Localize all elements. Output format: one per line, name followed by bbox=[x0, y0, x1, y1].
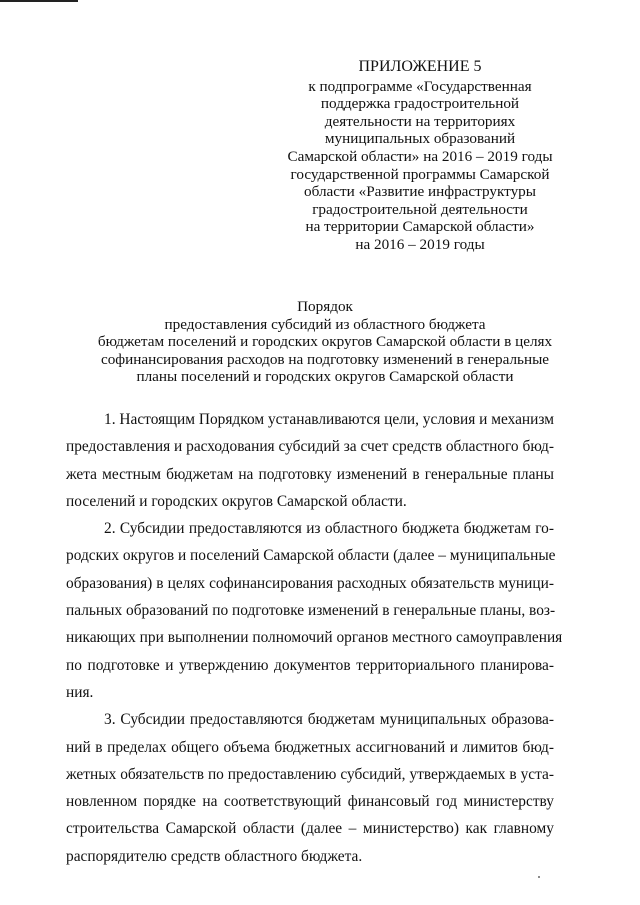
paragraph-line: пальных образований по подготовке изменений в генеральные планы, воз- bbox=[66, 602, 556, 620]
appendix-line: муниципальных образований bbox=[324, 130, 516, 148]
paragraph-line: 1. Настоящим Порядком устанавливаются цели, условия и механизм bbox=[104, 411, 554, 428]
title-line: бюджетам поселений и городских округов Самарской области в целях bbox=[97, 333, 553, 351]
title-line: планы поселений и городских округов Самарской области bbox=[136, 368, 514, 386]
appendix-line: поддержка градостроительной bbox=[320, 95, 520, 113]
appendix-line: к подпрограмме «Государственная bbox=[308, 77, 532, 95]
document-body bbox=[66, 406, 563, 870]
scan-edge-mark bbox=[0, 0, 78, 2]
appendix-line: деятельности на территориях bbox=[324, 112, 516, 130]
appendix-line: государственной программы Самарской bbox=[290, 165, 550, 183]
paragraph-line: поселений и городских округов Самарской области. bbox=[66, 492, 407, 510]
document-title bbox=[40, 298, 610, 386]
paragraph-line: строительства Самарской области (далее – министерство) как главному bbox=[66, 820, 554, 838]
appendix-line: области «Развитие инфраструктуры bbox=[304, 183, 536, 201]
appendix-line: на территории Самарской области» bbox=[305, 218, 535, 236]
paragraph-line: никающих при выполнении полномочий органов местного самоуправления bbox=[66, 629, 563, 647]
paragraph-line: ний в пределах общего объема бюджетных ассигнований и лимитов бюд- bbox=[66, 738, 554, 756]
appendix-line: градостроительной деятельности bbox=[312, 200, 528, 218]
paragraph-line: родских округов и поселений Самарской области (далее – муниципальные bbox=[66, 547, 556, 565]
title-word: Порядок bbox=[297, 298, 353, 315]
appendix-header bbox=[250, 58, 590, 254]
paragraph-1 bbox=[66, 406, 554, 515]
paragraph-line: по подготовке и утверждению документов территориального планирова- bbox=[66, 656, 554, 674]
appendix-line: на 2016 – 2019 годы bbox=[355, 235, 485, 253]
paragraph-3 bbox=[66, 706, 554, 870]
appendix-line: Самарской области» на 2016 – 2019 годы bbox=[287, 147, 553, 165]
paragraph-line: 2. Субсидии предоставляются из областного бюджета бюджетам го- bbox=[104, 520, 554, 538]
scan-speck bbox=[538, 876, 540, 878]
paragraph-line: распорядителю средств областного бюджета. bbox=[66, 847, 363, 865]
paragraph-2 bbox=[66, 515, 563, 706]
paragraph-line: ния. bbox=[66, 683, 94, 701]
paragraph-line: жетных обязательств по предоставлению субсидий, утверждаемых в уста- bbox=[66, 765, 554, 783]
paragraph-line: 3. Субсидии предоставляются бюджетам муниципальных образова- bbox=[104, 711, 554, 729]
paragraph-line: образования) в целях софинансирования расходных обязательств муници- bbox=[66, 574, 554, 592]
paragraph-line: новленном порядке на соответствующий финансовый год министерству bbox=[66, 793, 554, 811]
paragraph-line: жета местным бюджетам на подготовку изменений в генеральные планы bbox=[66, 465, 554, 483]
title-line: софинансирования расходов на подготовку изменений в генеральные bbox=[100, 350, 550, 368]
appendix-heading: ПРИЛОЖЕНИЕ 5 bbox=[358, 58, 482, 75]
title-line: предоставления субсидий из областного бюджета bbox=[164, 315, 486, 333]
paragraph-line: предоставления и расходования субсидий за счет средств областного бюд- bbox=[66, 438, 554, 456]
